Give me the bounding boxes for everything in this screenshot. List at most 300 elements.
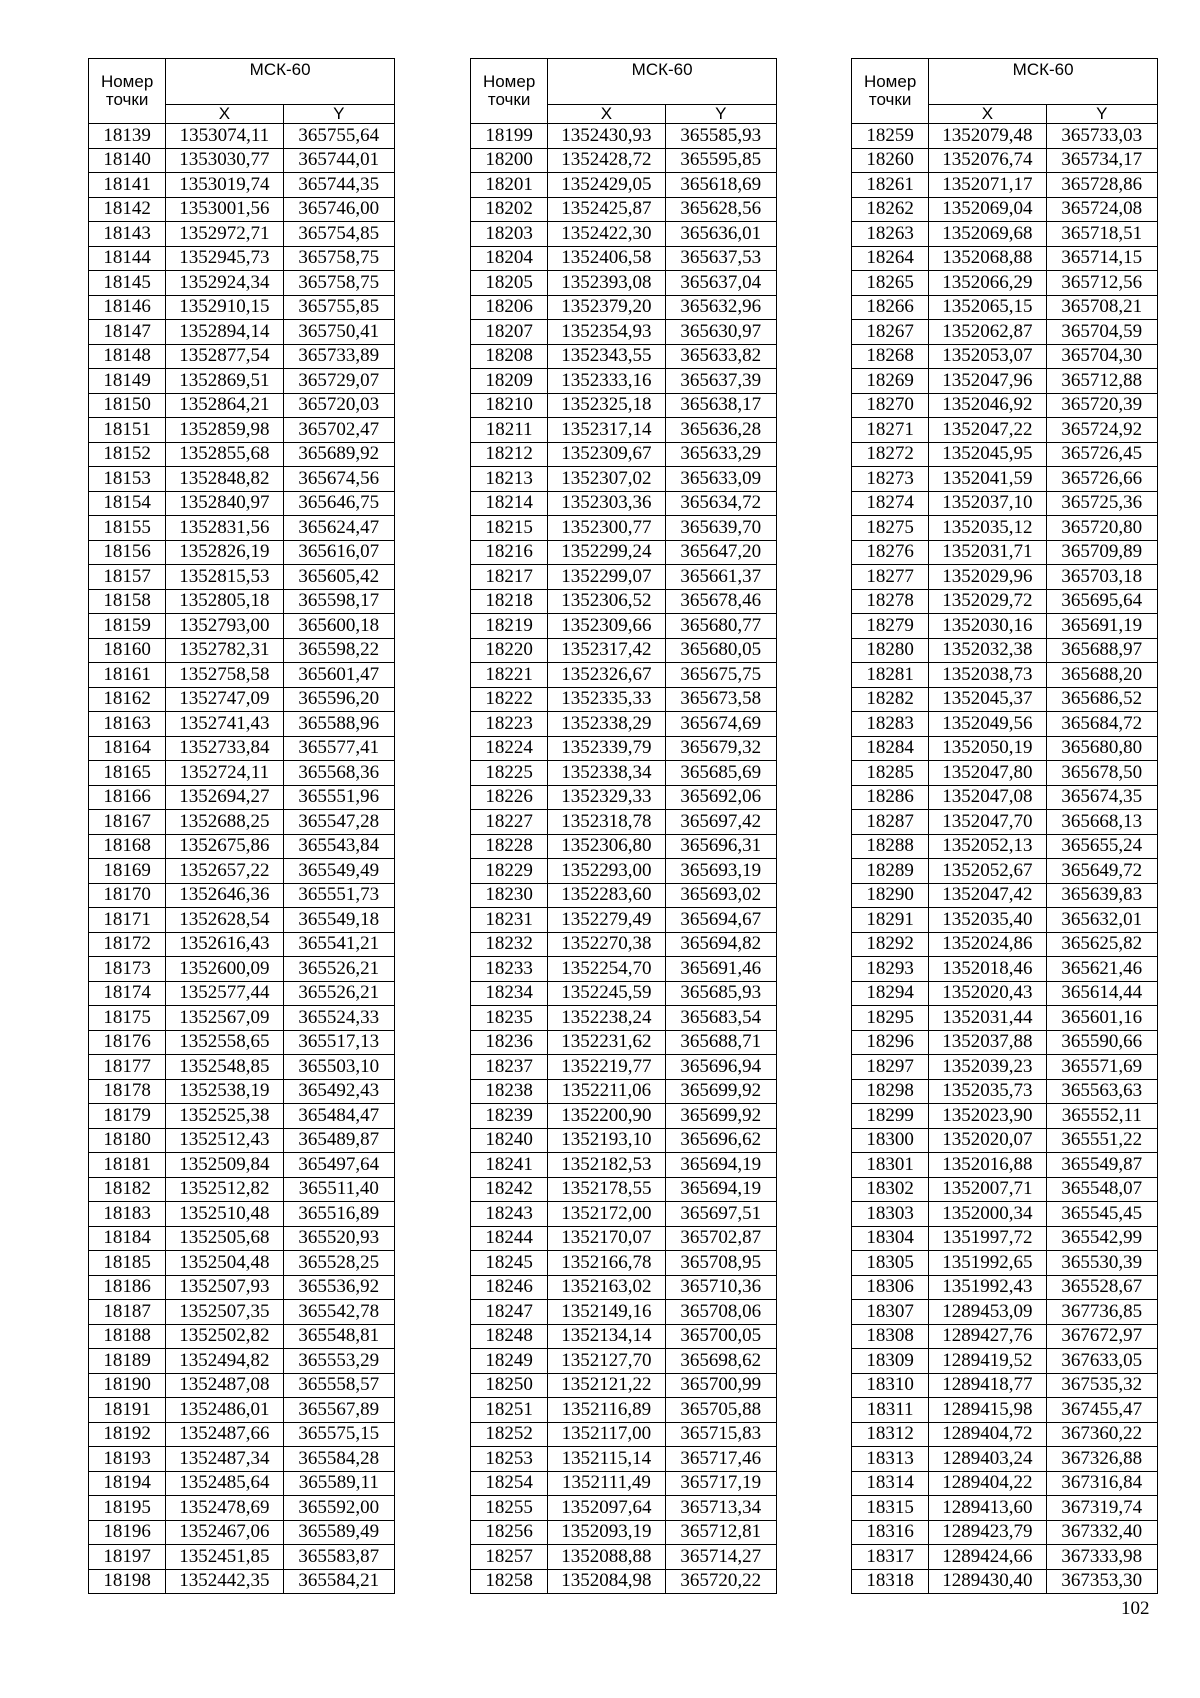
x-coordinate-cell: 1352069,68 xyxy=(929,222,1046,247)
x-coordinate-cell: 1352047,22 xyxy=(929,418,1046,443)
table-row xyxy=(471,124,777,149)
point-number-cell: 18296 xyxy=(852,1030,929,1055)
x-coordinate-cell: 1289419,52 xyxy=(929,1349,1046,1374)
point-number-cell: 18218 xyxy=(471,589,548,614)
y-coordinate-cell: 365577,41 xyxy=(283,736,394,761)
point-number-cell: 18274 xyxy=(852,491,929,516)
point-number-cell: 18172 xyxy=(89,932,166,957)
y-coordinate-cell: 365621,46 xyxy=(1046,957,1157,982)
y-coordinate-cell: 365693,19 xyxy=(665,859,776,884)
y-coordinate-cell: 365675,75 xyxy=(665,663,776,688)
table-row xyxy=(852,1030,1158,1055)
point-number-cell: 18277 xyxy=(852,565,929,590)
x-coordinate-cell: 1352507,35 xyxy=(166,1300,283,1325)
y-coordinate-cell: 365704,30 xyxy=(1046,344,1157,369)
table-row xyxy=(471,1226,777,1251)
table-row xyxy=(89,1300,395,1325)
point-number-cell: 18232 xyxy=(471,932,548,957)
x-coordinate-cell: 1352166,78 xyxy=(548,1251,665,1276)
point-number-cell: 18187 xyxy=(89,1300,166,1325)
point-number-cell: 18255 xyxy=(471,1496,548,1521)
point-number-cell: 18278 xyxy=(852,589,929,614)
point-number-cell: 18288 xyxy=(852,834,929,859)
x-coordinate-cell: 1289418,77 xyxy=(929,1373,1046,1398)
x-coordinate-cell: 1352066,29 xyxy=(929,271,1046,296)
y-coordinate-cell: 365633,29 xyxy=(665,442,776,467)
point-number-cell: 18195 xyxy=(89,1496,166,1521)
point-number-cell: 18243 xyxy=(471,1202,548,1227)
point-number-cell: 18160 xyxy=(89,638,166,663)
x-coordinate-cell: 1352428,72 xyxy=(548,148,665,173)
x-coordinate-cell: 1352053,07 xyxy=(929,344,1046,369)
point-number-cell: 18177 xyxy=(89,1055,166,1080)
y-coordinate-cell: 365696,31 xyxy=(665,834,776,859)
x-coordinate-cell: 1352245,59 xyxy=(548,981,665,1006)
table-row xyxy=(471,1006,777,1031)
x-coordinate-cell: 1352307,02 xyxy=(548,467,665,492)
table-row xyxy=(89,663,395,688)
y-coordinate-cell: 365548,07 xyxy=(1046,1177,1157,1202)
y-coordinate-cell: 365633,09 xyxy=(665,467,776,492)
y-coordinate-cell: 365637,53 xyxy=(665,246,776,271)
table-row xyxy=(852,124,1158,149)
table-row xyxy=(471,908,777,933)
table-row xyxy=(852,687,1158,712)
x-coordinate-cell: 1352200,90 xyxy=(548,1104,665,1129)
x-coordinate-cell: 1352504,48 xyxy=(166,1251,283,1276)
x-coordinate-cell: 1352182,53 xyxy=(548,1153,665,1178)
x-coordinate-cell: 1352318,78 xyxy=(548,810,665,835)
point-number-cell: 18216 xyxy=(471,540,548,565)
x-coordinate-cell: 1352826,19 xyxy=(166,540,283,565)
point-number-cell: 18148 xyxy=(89,344,166,369)
table-row xyxy=(852,1300,1158,1325)
x-coordinate-cell: 1352859,98 xyxy=(166,418,283,443)
y-coordinate-cell: 365558,57 xyxy=(283,1373,394,1398)
x-coordinate-cell: 1352855,68 xyxy=(166,442,283,467)
y-coordinate-cell: 365679,32 xyxy=(665,736,776,761)
x-coordinate-cell: 1352062,87 xyxy=(929,320,1046,345)
y-coordinate-cell: 365680,80 xyxy=(1046,736,1157,761)
x-coordinate-cell: 1352065,15 xyxy=(929,295,1046,320)
point-number-cell: 18300 xyxy=(852,1128,929,1153)
point-number-cell: 18239 xyxy=(471,1104,548,1129)
point-number-cell: 18153 xyxy=(89,467,166,492)
x-coordinate-cell: 1352030,16 xyxy=(929,614,1046,639)
table-row xyxy=(852,246,1158,271)
table-row xyxy=(471,687,777,712)
table-row xyxy=(471,663,777,688)
x-coordinate-cell: 1352675,86 xyxy=(166,834,283,859)
table-row xyxy=(852,393,1158,418)
point-number-cell: 18302 xyxy=(852,1177,929,1202)
table-row xyxy=(471,614,777,639)
y-coordinate-cell: 365549,87 xyxy=(1046,1153,1157,1178)
x-coordinate-cell: 1352354,93 xyxy=(548,320,665,345)
y-coordinate-cell: 365551,96 xyxy=(283,785,394,810)
table-row xyxy=(852,1275,1158,1300)
point-number-cell: 18217 xyxy=(471,565,548,590)
table-row xyxy=(852,638,1158,663)
y-coordinate-cell: 365548,81 xyxy=(283,1324,394,1349)
x-coordinate-cell: 1352329,33 xyxy=(548,785,665,810)
y-coordinate-cell: 365699,92 xyxy=(665,1079,776,1104)
table-row xyxy=(89,1422,395,1447)
y-coordinate-cell: 365714,15 xyxy=(1046,246,1157,271)
x-coordinate-cell: 1352050,19 xyxy=(929,736,1046,761)
x-coordinate-cell: 1289404,22 xyxy=(929,1471,1046,1496)
table-row xyxy=(852,981,1158,1006)
y-coordinate-cell: 365674,56 xyxy=(283,467,394,492)
point-number-cell: 18152 xyxy=(89,442,166,467)
coordinates-table-1 xyxy=(88,58,395,1594)
point-number-header-line2: точки xyxy=(105,90,149,109)
point-number-cell: 18181 xyxy=(89,1153,166,1178)
point-number-cell: 18271 xyxy=(852,418,929,443)
y-coordinate-cell: 365630,97 xyxy=(665,320,776,345)
table-row xyxy=(852,1202,1158,1227)
table-row xyxy=(852,614,1158,639)
x-coordinate-cell: 1352467,06 xyxy=(166,1520,283,1545)
point-number-cell: 18221 xyxy=(471,663,548,688)
x-coordinate-cell: 1352509,84 xyxy=(166,1153,283,1178)
y-coordinate-cell: 365700,05 xyxy=(665,1324,776,1349)
table-row xyxy=(89,638,395,663)
x-coordinate-cell: 1352047,08 xyxy=(929,785,1046,810)
table-row xyxy=(852,565,1158,590)
y-coordinate-cell: 365678,50 xyxy=(1046,761,1157,786)
point-number-cell: 18198 xyxy=(89,1569,166,1594)
y-coordinate-cell: 365524,33 xyxy=(283,1006,394,1031)
table-row xyxy=(852,540,1158,565)
table-row xyxy=(852,1226,1158,1251)
point-number-cell: 18280 xyxy=(852,638,929,663)
point-number-cell: 18234 xyxy=(471,981,548,1006)
table-row xyxy=(89,1128,395,1153)
x-coordinate-cell: 1352032,38 xyxy=(929,638,1046,663)
point-number-cell: 18205 xyxy=(471,271,548,296)
y-coordinate-cell: 365549,49 xyxy=(283,859,394,884)
y-coordinate-cell: 365542,99 xyxy=(1046,1226,1157,1251)
table-row xyxy=(471,1520,777,1545)
table-row xyxy=(852,1471,1158,1496)
y-coordinate-cell: 367736,85 xyxy=(1046,1300,1157,1325)
point-number-cell: 18250 xyxy=(471,1373,548,1398)
y-coordinate-cell: 365633,82 xyxy=(665,344,776,369)
point-number-cell: 18188 xyxy=(89,1324,166,1349)
point-number-cell: 18227 xyxy=(471,810,548,835)
y-coordinate-cell: 365639,70 xyxy=(665,516,776,541)
x-coordinate-cell: 1352815,53 xyxy=(166,565,283,590)
x-coordinate-cell: 1352430,93 xyxy=(548,124,665,149)
table-row xyxy=(852,442,1158,467)
y-coordinate-cell: 365696,62 xyxy=(665,1128,776,1153)
point-number-cell: 18225 xyxy=(471,761,548,786)
table-row xyxy=(852,1496,1158,1521)
y-coordinate-cell: 365720,39 xyxy=(1046,393,1157,418)
table-row xyxy=(852,1006,1158,1031)
table-row xyxy=(89,1324,395,1349)
y-coordinate-cell: 365625,82 xyxy=(1046,932,1157,957)
table-row xyxy=(89,565,395,590)
point-number-cell: 18194 xyxy=(89,1471,166,1496)
y-column-header: Y xyxy=(1046,105,1157,124)
point-number-cell: 18186 xyxy=(89,1275,166,1300)
y-coordinate-cell: 365758,75 xyxy=(283,271,394,296)
y-coordinate-cell: 365590,66 xyxy=(1046,1030,1157,1055)
point-number-cell: 18291 xyxy=(852,908,929,933)
y-coordinate-cell: 367319,74 xyxy=(1046,1496,1157,1521)
table-row xyxy=(89,1569,395,1594)
x-coordinate-cell: 1352567,09 xyxy=(166,1006,283,1031)
y-coordinate-cell: 367633,05 xyxy=(1046,1349,1157,1374)
y-coordinate-cell: 365717,46 xyxy=(665,1447,776,1472)
y-coordinate-cell: 367360,22 xyxy=(1046,1422,1157,1447)
table-row xyxy=(471,1300,777,1325)
x-coordinate-cell: 1352303,36 xyxy=(548,491,665,516)
point-number-cell: 18265 xyxy=(852,271,929,296)
point-number-cell: 18214 xyxy=(471,491,548,516)
point-number-cell: 18240 xyxy=(471,1128,548,1153)
table-row xyxy=(852,1153,1158,1178)
table-row xyxy=(852,173,1158,198)
y-coordinate-cell: 365697,51 xyxy=(665,1202,776,1227)
y-coordinate-cell: 365698,62 xyxy=(665,1349,776,1374)
y-coordinate-cell: 365649,72 xyxy=(1046,859,1157,884)
y-coordinate-cell: 365628,56 xyxy=(665,197,776,222)
point-number-cell: 18202 xyxy=(471,197,548,222)
y-coordinate-cell: 365567,89 xyxy=(283,1398,394,1423)
y-coordinate-cell: 365717,19 xyxy=(665,1471,776,1496)
point-number-header-line1: Номер xyxy=(863,72,917,91)
x-coordinate-cell: 1352023,90 xyxy=(929,1104,1046,1129)
y-coordinate-cell: 365702,87 xyxy=(665,1226,776,1251)
point-number-cell: 18309 xyxy=(852,1349,929,1374)
y-coordinate-cell: 365691,46 xyxy=(665,957,776,982)
point-number-cell: 18167 xyxy=(89,810,166,835)
table-row xyxy=(471,1275,777,1300)
y-coordinate-cell: 365484,47 xyxy=(283,1104,394,1129)
x-column-header: X xyxy=(929,105,1046,124)
x-coordinate-cell: 1352121,22 xyxy=(548,1373,665,1398)
x-coordinate-cell: 1352238,24 xyxy=(548,1006,665,1031)
y-coordinate-cell: 365636,28 xyxy=(665,418,776,443)
y-coordinate-cell: 365551,22 xyxy=(1046,1128,1157,1153)
y-coordinate-cell: 365614,44 xyxy=(1046,981,1157,1006)
table-row xyxy=(471,320,777,345)
x-coordinate-cell: 1352741,43 xyxy=(166,712,283,737)
table-row xyxy=(89,467,395,492)
x-coordinate-cell: 1352038,73 xyxy=(929,663,1046,688)
x-coordinate-cell: 1352052,13 xyxy=(929,834,1046,859)
x-coordinate-cell: 1352512,82 xyxy=(166,1177,283,1202)
y-coordinate-cell: 365734,17 xyxy=(1046,148,1157,173)
x-coordinate-cell: 1351992,43 xyxy=(929,1275,1046,1300)
x-coordinate-cell: 1352758,58 xyxy=(166,663,283,688)
y-coordinate-cell: 365571,69 xyxy=(1046,1055,1157,1080)
table-row xyxy=(471,932,777,957)
y-coordinate-cell: 365668,13 xyxy=(1046,810,1157,835)
y-coordinate-cell: 365624,47 xyxy=(283,516,394,541)
point-number-cell: 18301 xyxy=(852,1153,929,1178)
y-coordinate-cell: 365547,28 xyxy=(283,810,394,835)
point-number-cell: 18282 xyxy=(852,687,929,712)
table-row xyxy=(89,1275,395,1300)
y-coordinate-cell: 365724,08 xyxy=(1046,197,1157,222)
y-coordinate-cell: 365528,67 xyxy=(1046,1275,1157,1300)
table-row xyxy=(852,271,1158,296)
point-number-cell: 18184 xyxy=(89,1226,166,1251)
point-number-cell: 18310 xyxy=(852,1373,929,1398)
table-row xyxy=(89,736,395,761)
point-number-cell: 18272 xyxy=(852,442,929,467)
y-coordinate-cell: 365646,75 xyxy=(283,491,394,516)
point-number-cell: 18149 xyxy=(89,369,166,394)
point-number-cell: 18279 xyxy=(852,614,929,639)
table-row xyxy=(471,369,777,394)
y-coordinate-cell: 365492,43 xyxy=(283,1079,394,1104)
x-coordinate-cell: 1352020,07 xyxy=(929,1128,1046,1153)
y-coordinate-cell: 365699,92 xyxy=(665,1104,776,1129)
point-number-cell: 18290 xyxy=(852,883,929,908)
table-row xyxy=(89,516,395,541)
y-coordinate-cell: 365712,88 xyxy=(1046,369,1157,394)
x-coordinate-cell: 1352052,67 xyxy=(929,859,1046,884)
x-coordinate-cell: 1352694,27 xyxy=(166,785,283,810)
table-row xyxy=(89,271,395,296)
y-coordinate-cell: 365673,58 xyxy=(665,687,776,712)
x-coordinate-cell: 1352646,36 xyxy=(166,883,283,908)
y-coordinate-cell: 365688,20 xyxy=(1046,663,1157,688)
x-coordinate-cell: 1352193,10 xyxy=(548,1128,665,1153)
table-row xyxy=(89,883,395,908)
x-coordinate-cell: 1352502,82 xyxy=(166,1324,283,1349)
y-coordinate-cell: 365688,71 xyxy=(665,1030,776,1055)
table-row xyxy=(89,491,395,516)
y-coordinate-cell: 365637,04 xyxy=(665,271,776,296)
y-coordinate-cell: 365726,45 xyxy=(1046,442,1157,467)
x-coordinate-cell: 1352338,34 xyxy=(548,761,665,786)
y-coordinate-cell: 365536,92 xyxy=(283,1275,394,1300)
table-row xyxy=(471,393,777,418)
table-row xyxy=(471,467,777,492)
table-row xyxy=(852,932,1158,957)
point-number-cell: 18289 xyxy=(852,859,929,884)
x-coordinate-cell: 1352486,01 xyxy=(166,1398,283,1423)
y-coordinate-cell: 367535,32 xyxy=(1046,1373,1157,1398)
point-number-cell: 18175 xyxy=(89,1006,166,1031)
x-coordinate-cell: 1352045,37 xyxy=(929,687,1046,712)
x-coordinate-cell: 1352084,98 xyxy=(548,1569,665,1594)
point-number-cell: 18146 xyxy=(89,295,166,320)
table-row xyxy=(471,1398,777,1423)
table-row xyxy=(89,369,395,394)
coordinate-system-header: МСК-60 xyxy=(929,59,1158,105)
x-coordinate-cell: 1289403,24 xyxy=(929,1447,1046,1472)
table-row xyxy=(471,271,777,296)
y-coordinate-cell: 365694,67 xyxy=(665,908,776,933)
y-coordinate-cell: 365709,89 xyxy=(1046,540,1157,565)
x-coordinate-cell: 1352178,55 xyxy=(548,1177,665,1202)
x-coordinate-cell: 1352254,70 xyxy=(548,957,665,982)
y-coordinate-cell: 365549,18 xyxy=(283,908,394,933)
point-number-cell: 18159 xyxy=(89,614,166,639)
table-row xyxy=(852,1422,1158,1447)
point-number-cell: 18299 xyxy=(852,1104,929,1129)
x-coordinate-cell: 1352111,49 xyxy=(548,1471,665,1496)
point-number-cell: 18228 xyxy=(471,834,548,859)
point-number-cell: 18203 xyxy=(471,222,548,247)
y-coordinate-cell: 365689,92 xyxy=(283,442,394,467)
table-row xyxy=(89,1447,395,1472)
table-row xyxy=(471,565,777,590)
y-coordinate-cell: 365729,07 xyxy=(283,369,394,394)
point-number-cell: 18222 xyxy=(471,687,548,712)
y-coordinate-cell: 365638,17 xyxy=(665,393,776,418)
point-number-cell: 18180 xyxy=(89,1128,166,1153)
point-number-cell: 18183 xyxy=(89,1202,166,1227)
y-coordinate-cell: 367353,30 xyxy=(1046,1569,1157,1594)
table-row xyxy=(852,1569,1158,1594)
y-coordinate-cell: 365584,21 xyxy=(283,1569,394,1594)
y-coordinate-cell: 365688,97 xyxy=(1046,638,1157,663)
table-row xyxy=(471,246,777,271)
table-row xyxy=(89,442,395,467)
table-row xyxy=(89,1496,395,1521)
y-coordinate-cell: 365758,75 xyxy=(283,246,394,271)
table-row xyxy=(89,834,395,859)
y-coordinate-cell: 365714,27 xyxy=(665,1545,776,1570)
y-coordinate-cell: 367672,97 xyxy=(1046,1324,1157,1349)
x-coordinate-cell: 1352115,14 xyxy=(548,1447,665,1472)
table-row xyxy=(89,908,395,933)
y-coordinate-cell: 365720,03 xyxy=(283,393,394,418)
table-row xyxy=(89,932,395,957)
y-coordinate-cell: 365695,64 xyxy=(1046,589,1157,614)
x-coordinate-cell: 1352172,00 xyxy=(548,1202,665,1227)
x-column-header: X xyxy=(548,105,665,124)
table-row xyxy=(852,810,1158,835)
page-number: 102 xyxy=(1121,1598,1150,1619)
x-coordinate-cell: 1352505,68 xyxy=(166,1226,283,1251)
table-row xyxy=(852,295,1158,320)
y-column-header: Y xyxy=(283,105,394,124)
table-row xyxy=(852,1128,1158,1153)
point-number-cell: 18264 xyxy=(852,246,929,271)
x-coordinate-cell: 1352326,67 xyxy=(548,663,665,688)
table-row xyxy=(471,957,777,982)
table-row xyxy=(89,785,395,810)
point-number-cell: 18165 xyxy=(89,761,166,786)
table-row xyxy=(89,197,395,222)
point-number-cell: 18209 xyxy=(471,369,548,394)
y-coordinate-cell: 365553,29 xyxy=(283,1349,394,1374)
x-coordinate-cell: 1352299,24 xyxy=(548,540,665,565)
x-coordinate-cell: 1352724,11 xyxy=(166,761,283,786)
table-row xyxy=(471,1545,777,1570)
y-coordinate-cell: 365733,89 xyxy=(283,344,394,369)
x-coordinate-cell: 1352688,25 xyxy=(166,810,283,835)
x-coordinate-cell: 1352299,07 xyxy=(548,565,665,590)
x-coordinate-cell: 1352309,66 xyxy=(548,614,665,639)
y-coordinate-cell: 365588,96 xyxy=(283,712,394,737)
y-coordinate-cell: 365691,19 xyxy=(1046,614,1157,639)
point-number-cell: 18249 xyxy=(471,1349,548,1374)
point-number-cell: 18224 xyxy=(471,736,548,761)
x-coordinate-cell: 1352317,14 xyxy=(548,418,665,443)
x-coordinate-cell: 1352869,51 xyxy=(166,369,283,394)
point-number-cell: 18226 xyxy=(471,785,548,810)
